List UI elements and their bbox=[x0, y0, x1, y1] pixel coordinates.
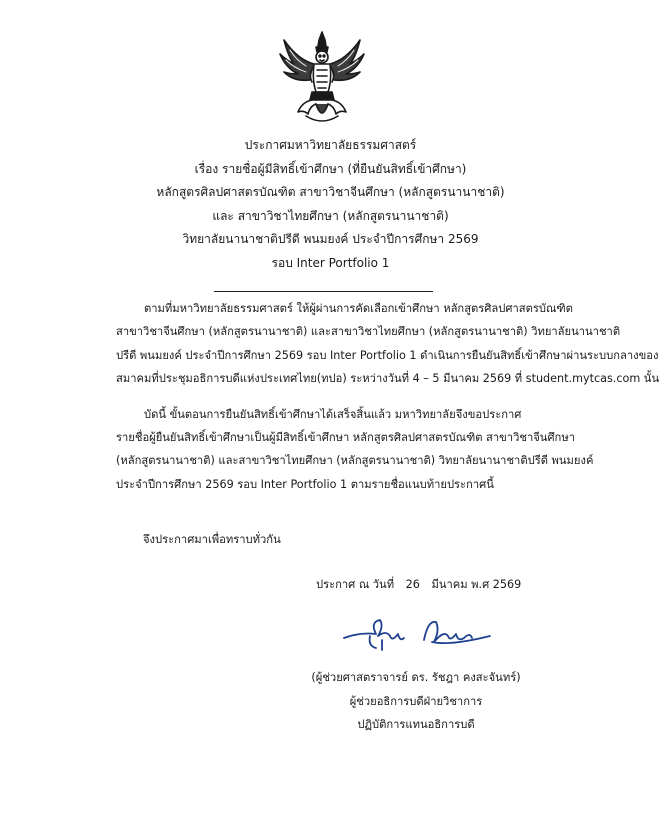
signatory-block bbox=[306, 666, 526, 737]
title-divider bbox=[214, 291, 433, 292]
closing-statement: จึงประกาศมาเพื่อทราบทั่วกัน bbox=[143, 533, 281, 546]
paragraph-line: (หลักสูตรนานาชาติ) และสาขาวิชาไทยศึกษา (หลักสูตรนานาชาติ) วิทยาลัยนานาชาติปรีดี พนมยงค์ bbox=[116, 454, 594, 468]
body-paragraph-announcement bbox=[116, 403, 616, 497]
title-line-issuer: ประกาศมหาวิทยาลัยธรรมศาสตร์ bbox=[244, 138, 417, 152]
paragraph-line: รายชื่อผู้ยืนยันสิทธิ์เข้าศึกษาเป็นผู้มีสิทธิ์เข้าศึกษา หลักสูตรศิลปศาสตรบัณฑิต สาขาวิชาจีนศึกษา bbox=[116, 431, 575, 445]
paragraph-line: ตามที่มหาวิทยาลัยธรรมศาสตร์ ให้ผู้ผ่านการคัดเลือกเข้าศึกษา หลักสูตรศิลปศาสตรบัณฑิต bbox=[144, 302, 573, 315]
handwritten-signature bbox=[340, 612, 500, 654]
paragraph-line: บัดนี้ ขั้นตอนการยืนยันสิทธิ์เข้าศึกษาได้เสร็จสิ้นแล้ว มหาวิทยาลัยจึงขอประกาศ bbox=[144, 407, 522, 421]
signatory-name: (ผู้ช่วยศาสตราจารย์ ดร. รัชฎา คงสะจันทร์) bbox=[311, 671, 521, 684]
announcement-body bbox=[116, 297, 660, 508]
signatory-acting-role: ปฏิบัติการแทนอธิการบดี bbox=[357, 718, 475, 731]
date-month-year: มีนาคม พ.ศ 2569 bbox=[431, 578, 522, 591]
title-line-subject: เรื่อง รายชื่อผู้มีสิทธิ์เข้าศึกษา (ที่ยืนยันสิทธิ์เข้าศึกษา) bbox=[194, 161, 467, 176]
announcement-title bbox=[0, 134, 661, 276]
title-line-round: รอบ Inter Portfolio 1 bbox=[271, 255, 390, 270]
title-line-program: หลักสูตรศิลปศาสตรบัณฑิต สาขาวิชาจีนศึกษา (หลักสูตรนานาชาติ) bbox=[156, 185, 505, 200]
garuda-emblem-icon bbox=[276, 30, 368, 126]
date-prefix: ประกาศ ณ วันที่ bbox=[316, 578, 395, 591]
signatory-position: ผู้ช่วยอธิการบดีฝ่ายวิชาการ bbox=[349, 694, 483, 708]
paragraph-line: สมาคมที่ประชุมอธิการบดีแห่งประเทศไทย(ทปอ) ระหว่างวันที่ 4 – 5 มีนาคม 2569 ที่ student.mytcas.com นั้น bbox=[116, 372, 660, 386]
body-paragraph-background bbox=[116, 297, 660, 391]
announcement-date bbox=[316, 575, 529, 593]
title-line-college: วิทยาลัยนานาชาติปรีดี พนมยงค์ ประจำปีการศึกษา 2569 bbox=[182, 232, 479, 247]
title-line-second-program: และ สาขาวิชาไทยศึกษา (หลักสูตรนานาชาติ) bbox=[212, 208, 449, 223]
paragraph-line: ปรีดี พนมยงค์ ประจำปีการศึกษา 2569 รอบ Inter Portfolio 1 ดำเนินการยืนยันสิทธิ์เข้าศึกษาผ่านระบบกลางของ bbox=[116, 348, 659, 362]
date-day: 26 bbox=[405, 578, 420, 591]
paragraph-line: สาขาวิชาจีนศึกษา (หลักสูตรนานาชาติ) และสาขาวิชาไทยศึกษา (หลักสูตรนานาชาติ) วิทยาลัยนานาชาติ bbox=[116, 325, 621, 339]
paragraph-line: ประจำปีการศึกษา 2569 รอบ Inter Portfolio 1 ตามรายชื่อแนบท้ายประกาศนี้ bbox=[116, 477, 494, 491]
